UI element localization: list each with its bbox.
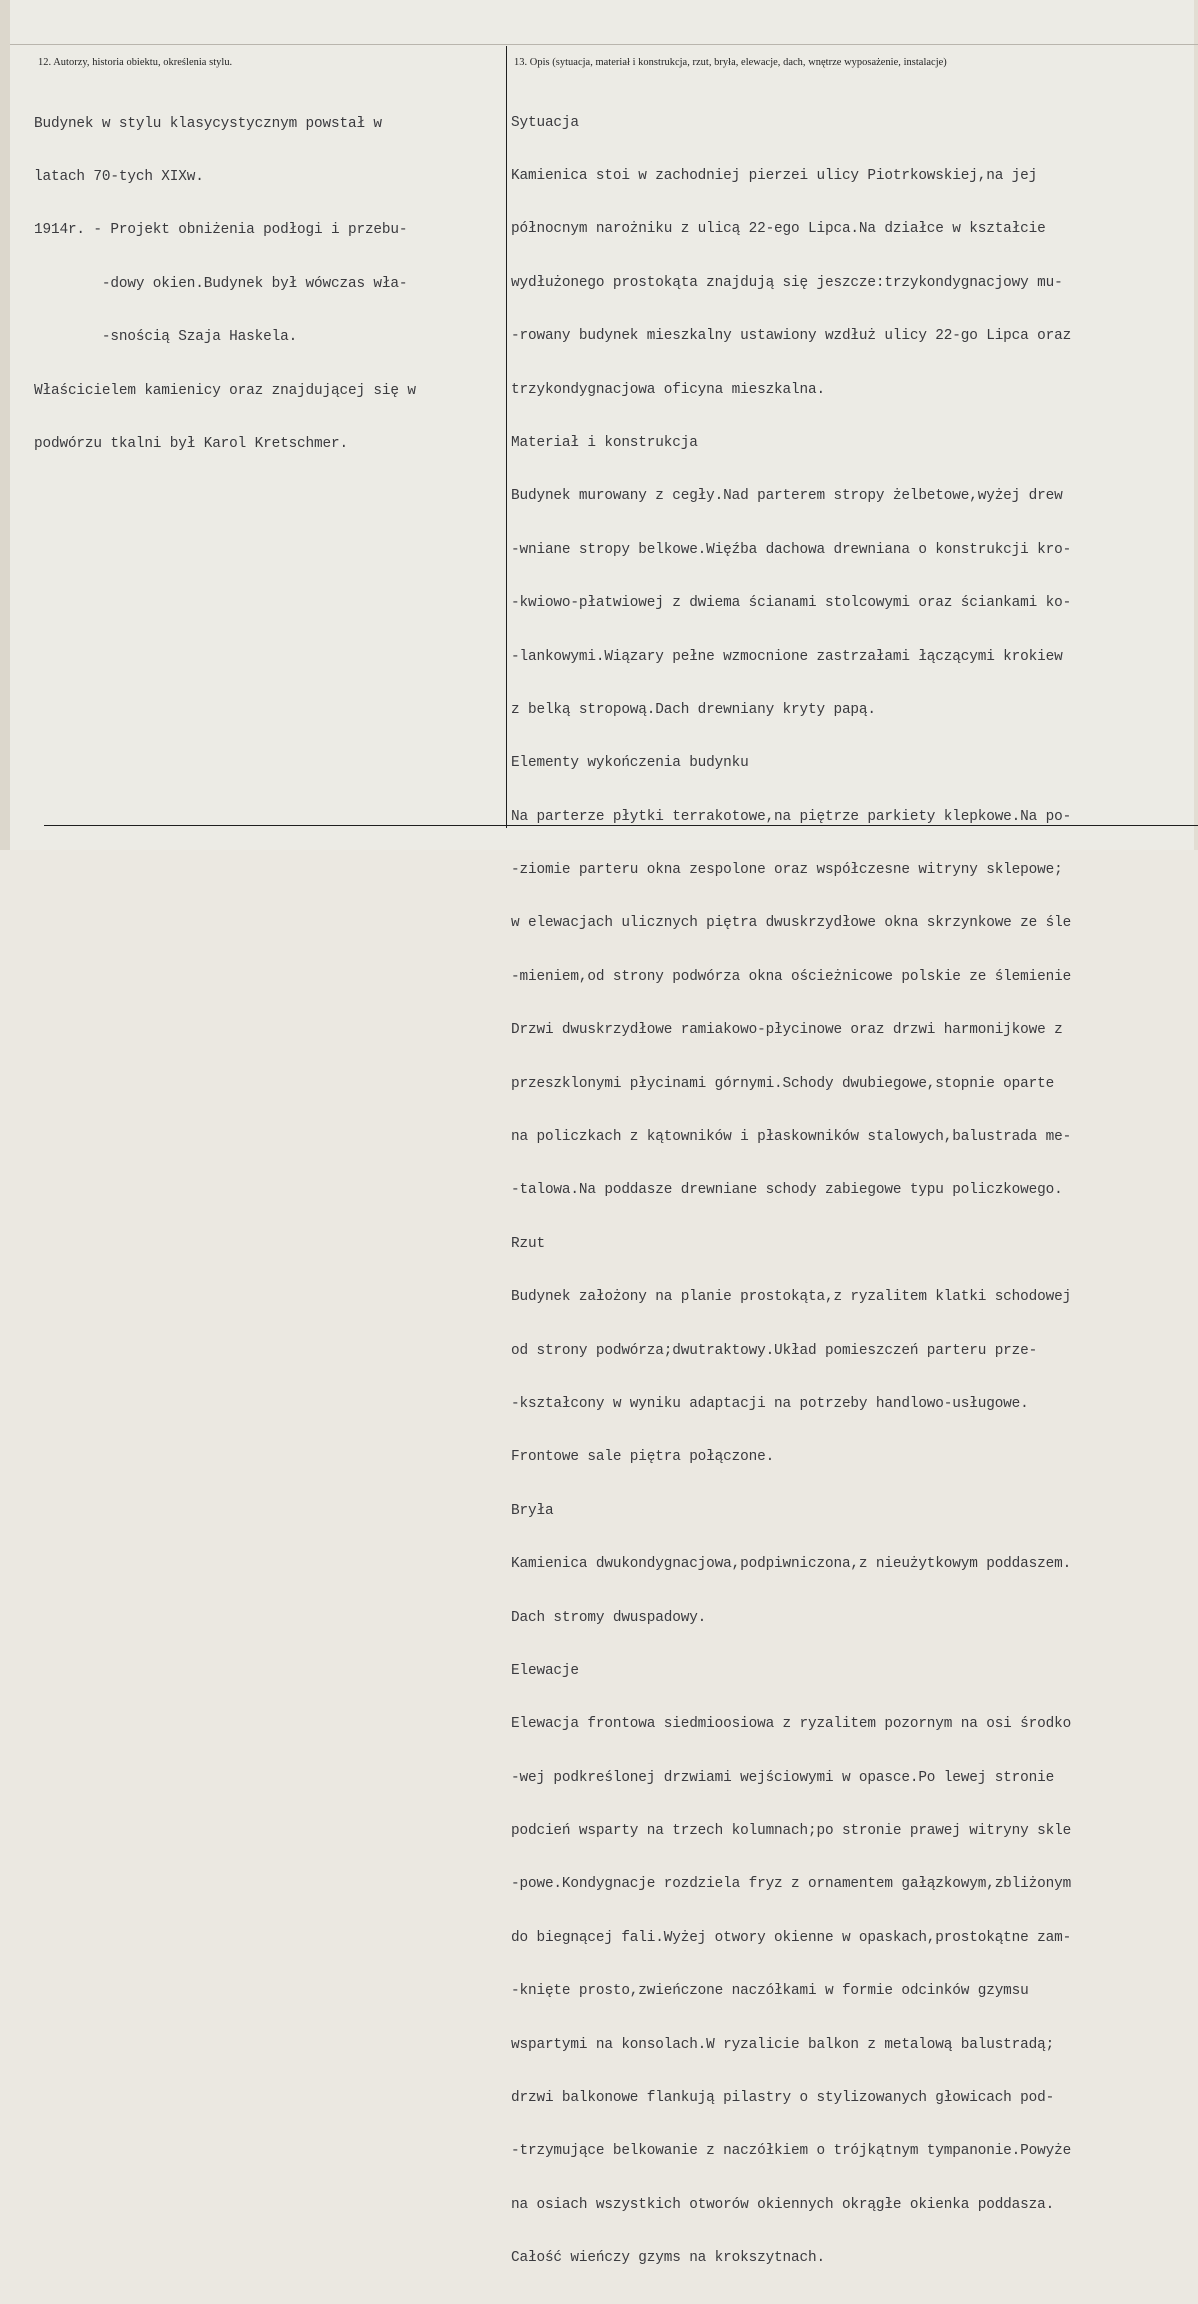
text-line: z belką stropową.Dach drewniany kryty papą.	[511, 701, 876, 718]
text-line: na osiach wszystkich otworów okiennych okrągłe okienka poddasza.	[511, 2196, 1055, 2213]
top-rule	[10, 44, 1198, 45]
text-line: Frontowe sale piętra połączone.	[511, 1449, 775, 1466]
right-column-text	[511, 79, 1071, 2304]
text-line: Właścicielem kamienicy oraz znajdującej się w	[34, 382, 416, 399]
section-heading-elewacje: Elewacje	[511, 1662, 579, 1679]
text-line: trzykondygnacjowa oficyna mieszkalna.	[511, 381, 825, 398]
text-line: Dach stromy dwuspadowy.	[511, 1609, 707, 1626]
text-line: -rowany budynek mieszkalny ustawiony wzdłuż ulicy 22-go Lipca oraz	[511, 328, 1072, 345]
text-line: -snością Szaja Haskela.	[34, 329, 298, 346]
text-line: Budynek założony na planie prostokąta,z ryzalitem klatki schodowej	[511, 1289, 1072, 1306]
text-line: Na parterze płytki terrakotowe,na piętrze parkiety klepkowe.Na po-	[511, 808, 1072, 825]
text-line: -powe.Kondygnacje rozdziela fryz z ornamentem gałązkowym,zbliżonym	[511, 1876, 1072, 1893]
text-line: Budynek w stylu klasycystycznym powstał w	[34, 115, 382, 132]
column-divider	[506, 46, 507, 828]
section-heading-bryla: Bryła	[511, 1502, 554, 1519]
section-heading-material: Materiał i konstrukcja	[511, 434, 698, 451]
text-line: -lankowymi.Wiązary pełne wzmocnione zastrzałami łączącymi krokiew	[511, 648, 1063, 665]
text-line: Budynek murowany z cegły.Nad parterem stropy żelbetowe,wyżej drew	[511, 488, 1063, 505]
text-line: podwórzu tkalni był Karol Kretschmer.	[34, 435, 348, 452]
left-column-text	[34, 80, 416, 489]
text-line: północnym narożniku z ulicą 22-ego Lipca.Na działce w kształcie	[511, 221, 1046, 238]
text-line: na policzkach z kątowników i płaskowników stalowych,balustrada me-	[511, 1129, 1072, 1146]
text-line: 1914r. - Projekt obniżenia podłogi i przebu-	[34, 222, 408, 239]
section-heading-rzut: Rzut	[511, 1235, 545, 1252]
text-line: Kamienica dwukondygnacjowa,podpiwniczona,z nieużytkowym poddaszem.	[511, 1556, 1072, 1573]
text-line: wydłużonego prostokąta znajdują się jeszcze:trzykondygnacjowy mu-	[511, 274, 1063, 291]
section-heading-sytuacja: Sytuacja	[511, 114, 579, 131]
text-line: wspartymi na konsolach.W ryzalicie balkon z metalową balustradą;	[511, 2036, 1055, 2053]
text-line: drzwi balkonowe flankują pilastry o stylizowanych głowicach pod-	[511, 2090, 1055, 2107]
text-line: -kształcony w wyniku adaptacji na potrzeby handlowo-usługowe.	[511, 1395, 1029, 1412]
text-line: -trzymujące belkowanie z naczółkiem o trójkątnym tympanonie.Powyże	[511, 2143, 1072, 2160]
text-line: -kwiowo-płatwiowej z dwiema ścianami stolcowymi oraz ściankami ko-	[511, 595, 1072, 612]
page-left-edge	[0, 0, 10, 850]
text-line: podcień wsparty na trzech kolumnach;po stronie prawej witryny skle	[511, 1823, 1072, 1840]
text-line: -ziomie parteru okna zespolone oraz współczesne witryny sklepowe;	[511, 862, 1063, 879]
text-line: od strony podwórza;dwutraktowy.Układ pomieszczeń parteru prze-	[511, 1342, 1038, 1359]
text-line: do biegnącej fali.Wyżej otwory okienne w opaskach,prostokątne zam-	[511, 1929, 1072, 1946]
text-line: Drzwi dwuskrzydłowe ramiakowo-płycinowe oraz drzwi harmonijkowe z	[511, 1022, 1063, 1039]
page-right-edge	[1194, 0, 1198, 850]
section-heading-elementy: Elementy wykończenia budynku	[511, 755, 749, 772]
text-line: -knięte prosto,zwieńczone naczółkami w formie odcinków gzymsu	[511, 1983, 1029, 2000]
text-line: -talowa.Na poddasze drewniane schody zabiegowe typu policzkowego.	[511, 1182, 1063, 1199]
text-line: latach 70-tych XIXw.	[34, 168, 204, 185]
text-line: -mieniem,od strony podwórza okna ościeżnicowe polskie ze ślemienie	[511, 968, 1072, 985]
text-line: Kamienica stoi w zachodniej pierzei ulicy Piotrkowskiej,na jej	[511, 167, 1038, 184]
right-column-header: 13. Opis (sytuacja, materiał i konstrukcja, rzut, bryła, elewacje, dach, wnętrze wyposażenie, instalacje)	[514, 57, 947, 68]
text-line: -dowy okien.Budynek był wówczas wła-	[34, 275, 408, 292]
text-line: w elewacjach ulicznych piętra dwuskrzydłowe okna skrzynkowe ze śle	[511, 915, 1072, 932]
text-line: Całość wieńczy gzyms na krokszytnach.	[511, 2250, 825, 2267]
text-line: przeszklonymi płycinami górnymi.Schody dwubiegowe,stopnie oparte	[511, 1075, 1055, 1092]
text-line: -wej podkreślonej drzwiami wejściowymi w opasce.Po lewej stronie	[511, 1769, 1055, 1786]
text-line: Elewacja frontowa siedmioosiowa z ryzalitem pozornym na osi środko	[511, 1716, 1072, 1733]
left-column-header: 12. Autorzy, historia obiektu, określenia stylu.	[38, 57, 233, 68]
text-line: -wniane stropy belkowe.Więźba dachowa drewniana o konstrukcji kro-	[511, 541, 1072, 558]
